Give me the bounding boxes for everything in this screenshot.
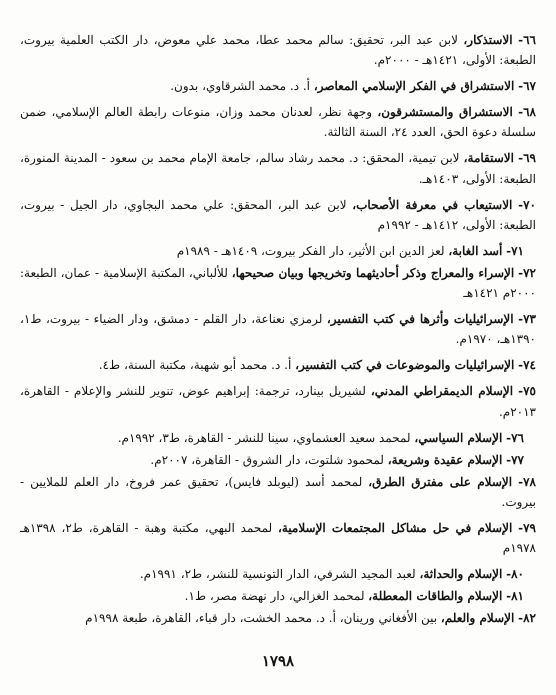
entry-details: أ. د. محمد الشرقاوي، بدون.: [170, 79, 314, 94]
entry-title: الإسرائيليات والموضوعات في كتب التفسير،: [295, 358, 515, 373]
entry-number: ٦٩-: [518, 151, 536, 166]
bibliography-entry: [20, 241, 536, 261]
entry-title: الإسلام عقيدة وشريعة،: [387, 452, 503, 467]
entry-details: بين الأفغاني ورينان، أ. د. محمد الخشت، دار قباء، القاهرة، طبعة ١٩٩٨م: [85, 611, 441, 626]
entry-title: الإسلام الديمقراطي المدني،: [370, 384, 514, 399]
entry-title: الإسلام والحداثة،: [419, 567, 503, 582]
entry-details: لشيريل بينارد، ترجمة: إبراهيم عوض، تنوير للنشر والإعلام - القاهرة، ٢٠١٣م.: [20, 384, 536, 419]
entry-number: ٧١-: [506, 243, 524, 258]
entry-number: ٦٦-: [518, 33, 536, 47]
entry-number: ٧٣-: [518, 312, 536, 327]
bibliography-list: [20, 30, 536, 634]
entry-number: ٧٦-: [506, 430, 524, 445]
entry-title: الاستقامة،: [463, 151, 514, 166]
entry-title: الاستشراق والمستشرقون،: [377, 105, 513, 120]
bibliography-entry: [20, 76, 536, 96]
entry-number: ٧٤-: [518, 358, 536, 373]
bibliography-entry: [20, 450, 536, 470]
entry-title: الاستيعاب في معرفة الأصحاب،: [352, 197, 513, 212]
bibliography-entry: [20, 102, 536, 142]
bibliography-entry: [20, 608, 536, 628]
entry-number: ٦٨-: [518, 105, 536, 120]
entry-details: لمحمد سعيد العشماوي، سينا للنشر - القاهرة، ط٣، ١٩٩٢م.: [117, 430, 415, 445]
entry-details: لابن عبد البر، المحقق: علي محمد البجاوي، دار الجيل - بيروت، الطبعة: الأولى، ١٤١٢هـ - ١٩٩٢م: [20, 197, 536, 232]
entry-number: ٨١-: [506, 589, 524, 604]
entry-title: الإسلام السياسي،: [414, 430, 503, 445]
entry-number: ٦٧-: [518, 79, 536, 94]
entry-title: الإسرائيليات وأثرها في كتب التفسير،: [326, 312, 514, 327]
entry-details: وجهة نظر، لعدنان محمد وزان، منوعات رابطة العالم الإسلامي، ضمن سلسلة دعوة الحق، العدد ٢٤، السنة الثالثة.: [20, 105, 536, 140]
bibliography-entry: [20, 30, 536, 70]
entry-details: لمحمد الغزالي، دار نهضة مصر، ط١.: [184, 589, 369, 604]
entry-details: لمحمود شلتوت، دار الشروق - القاهرة، ٢٠٠٧م.: [150, 452, 388, 467]
entry-title: الإسراء والمعراج وذكر أحاديثهما وتخريجها وبيان صحيحها،: [231, 265, 515, 280]
bibliography-entry: [20, 564, 536, 584]
entry-title: الإسلام والطاقات المعطلة،: [368, 589, 503, 604]
entry-number: ٧٢-: [518, 265, 536, 280]
entry-details: لمحمد البهي، مكتبة وهبة - القاهرة، ط٢، ١٣٩٨هـ ١٩٧٨م: [20, 520, 536, 556]
bibliography-entry: [20, 518, 536, 558]
entry-title: الإسلام على مفترق الطرق،: [368, 474, 513, 489]
bibliography-entry: [20, 428, 536, 448]
entry-title: أسد الغابة،: [448, 243, 503, 258]
entry-details: لعز الدين ابن الأثير، دار الفكر بيروت، ١٤٠٩هـ - ١٩٨٩م: [176, 243, 449, 258]
entry-details: لابن عبد البر، تحقيق: سالم محمد عطا، محمد علي معوض، دار الكتب العلمية بيروت، الطبعة: الأولى، ١٤٢١هـ - ٢٠٠٠م.: [20, 33, 536, 68]
entry-number: ٨٠-: [506, 567, 524, 582]
entry-number: ٧٩-: [518, 520, 536, 535]
entry-number: ٧٨-: [518, 474, 536, 489]
bibliography-entry: [20, 263, 536, 303]
entry-details: لعبد المجيد الشرفي، الدار التونسية للنشر، ط٢، ١٩٩١م.: [139, 567, 420, 582]
entry-number: ٧٠-: [518, 197, 536, 212]
bibliography-entry: [20, 472, 536, 512]
bibliography-entry: [20, 355, 536, 375]
entry-number: ٨٢-: [518, 611, 536, 626]
bibliography-entry: [20, 309, 536, 349]
entry-details: لابن تيمية، المحقق: د. محمد رشاد سالم، جامعة الإمام محمد بن سعود - المدينة المنورة، الطبعة: الأولى، ١٤٠٣هـ.: [20, 151, 536, 186]
entry-details: لرمزي نعناعة، دار القلم - دمشق، ودار الضياء - بيروت، ط١، ١٣٩٠هـ، ١٩٧٠م.: [20, 312, 536, 347]
entry-title: الاستذكار،: [463, 33, 513, 47]
bibliography-entry: [20, 586, 536, 606]
entry-number: ٧٥-: [518, 384, 536, 399]
entry-number: ٧٧-: [506, 452, 524, 467]
entry-title: الإسلام في حل مشاكل المجتمعات الإسلامية،: [278, 520, 513, 535]
entry-title: الإسلام والعلم،: [440, 611, 515, 626]
page-number: ١٧٩٨: [261, 652, 295, 670]
entry-details: للألباني، المكتبة الإسلامية - عمان، الطبعة: ٢٠٠٠م ١٤٢١هـ: [20, 265, 536, 301]
entry-title: الاستشراق في الفكر الإسلامي المعاصر،: [313, 79, 515, 94]
entry-details: لمحمد أسد (ليوبلد فايس)، تحقيق عمر فروخ، دار العلم للملايين - بيروت.: [20, 474, 536, 509]
bibliography-entry: [20, 195, 536, 235]
entry-details: أ. د. محمد أبو شهبة، مكتبة السنة، ط٤.: [98, 358, 296, 373]
bibliography-entry: [20, 148, 536, 188]
bibliography-entry: [20, 381, 536, 421]
